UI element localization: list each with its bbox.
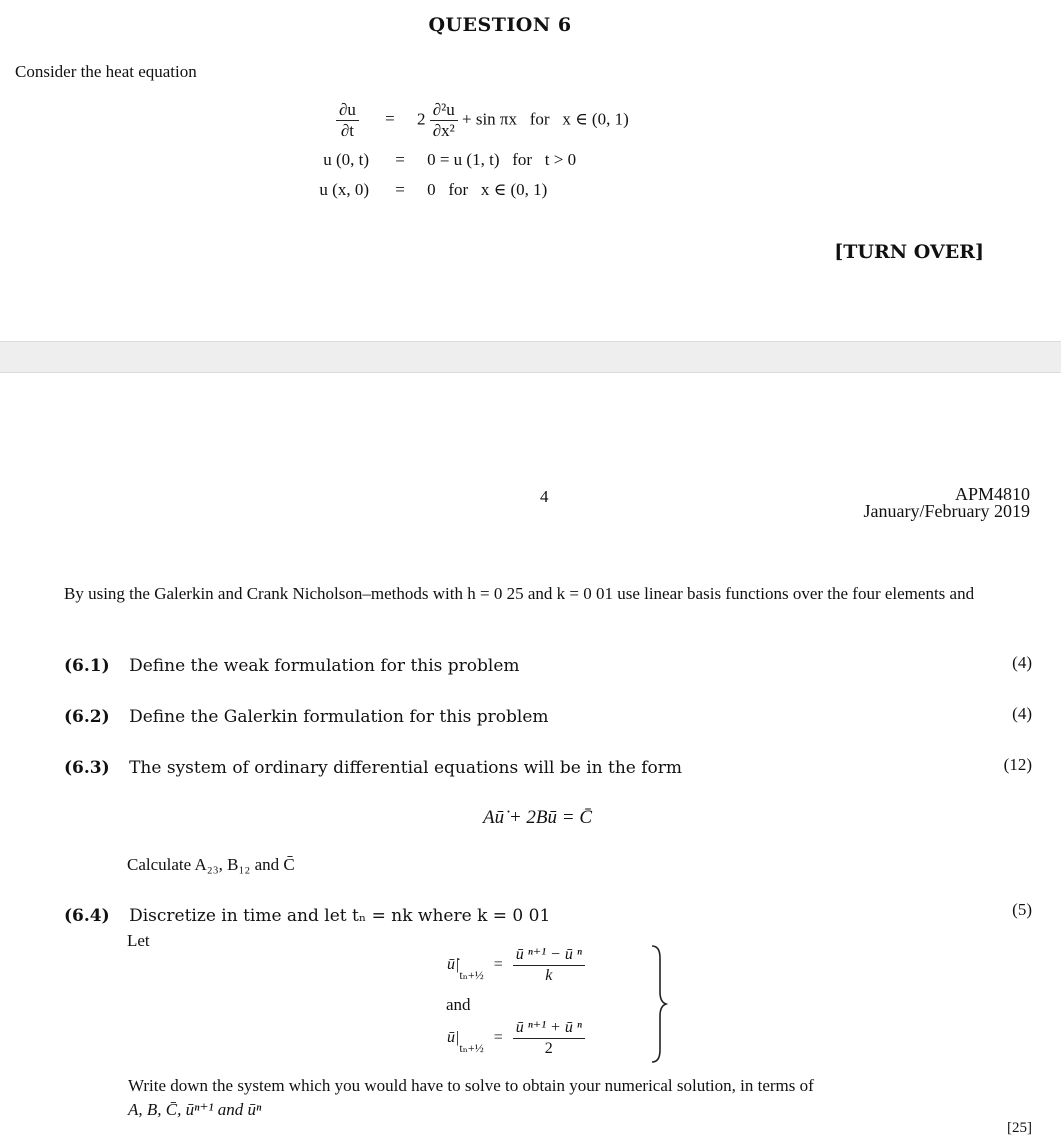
rhs-rest: + sin πx for x ∈ (0, 1) [462, 109, 629, 129]
page-separator [0, 341, 1061, 373]
discretization-average [447, 1018, 585, 1059]
rhs-numerator: ∂²u [430, 100, 458, 121]
turn-over-note: [TURN OVER] [834, 241, 984, 263]
item-marks: (4) [1012, 704, 1032, 723]
derivative-numerator: ū ⁿ⁺¹ − ū ⁿ [513, 945, 585, 966]
average-lhs: ū| [447, 1029, 460, 1047]
item-marks: (4) [1012, 653, 1032, 672]
lhs-fraction [336, 100, 359, 141]
average-numerator: ū ⁿ⁺¹ + ū ⁿ [513, 1018, 585, 1039]
eq3-lhs: u (x, 0) [319, 180, 369, 199]
and-label: and [446, 995, 471, 1014]
rhs-coefficient: 2 [417, 109, 426, 129]
derivative-denominator: k [545, 967, 553, 984]
final-instruction-terms: A, B, C̄, ūⁿ⁺¹ and ūⁿ [128, 1100, 262, 1119]
ode-form: Aū̇ + 2Bū = C̄ [483, 807, 593, 828]
average-subscript: tₙ+½ [459, 1041, 484, 1056]
total-marks: [25] [1007, 1120, 1032, 1136]
exam-date: January/February 2019 [863, 501, 1030, 521]
equals-sign: = [493, 956, 503, 974]
item-text: Define the Galerkin formulation for this problem [129, 707, 549, 727]
item-6-1 [64, 656, 520, 676]
derivative-subscript: tₙ+½ [459, 968, 484, 983]
equals-sign: = [493, 1029, 503, 1047]
derivative-fraction [513, 945, 585, 986]
course-code: APM4810 [954, 484, 1030, 504]
intro-text: Consider the heat equation [15, 62, 197, 81]
equation-1 [306, 100, 629, 141]
derivative-lhs: ū̇| [447, 956, 460, 974]
final-instruction: Write down the system which you would have to solve to obtain your numerical solution, in terms of [128, 1076, 814, 1095]
lhs-numerator: ∂u [336, 100, 359, 121]
item-marks: (12) [1003, 755, 1032, 774]
eq3-rhs: 0 for x ∈ (0, 1) [427, 180, 548, 199]
equals-sign: = [395, 150, 405, 169]
let-label: Let [127, 931, 150, 950]
item-number: (6.4) [64, 906, 110, 926]
equals-sign: = [395, 180, 405, 199]
discretization-derivative [447, 945, 585, 986]
calculate-text: Calculate A₂₃, B₁₂ and C̄ [127, 855, 295, 874]
item-text: Discretize in time and let tₙ = nk where k = 0 01 [129, 906, 551, 926]
eq2-lhs: u (0, t) [323, 150, 369, 169]
page-number: 4 [540, 487, 549, 506]
equation-3 [306, 180, 547, 200]
rhs-fraction [430, 100, 458, 141]
rhs-denominator: ∂x² [432, 121, 455, 140]
item-6-4 [64, 906, 550, 926]
equals-sign: = [385, 109, 395, 129]
average-fraction [513, 1018, 585, 1059]
item-6-2 [64, 707, 549, 727]
item-number: (6.2) [64, 707, 110, 727]
lhs-denominator: ∂t [340, 121, 355, 140]
question-title: QUESTION 6 [428, 14, 572, 36]
equation-2 [306, 150, 576, 170]
item-text: Define the weak formulation for this problem [129, 656, 520, 676]
right-brace-icon [648, 944, 668, 1064]
item-text: The system of ordinary differential equations will be in the form [129, 758, 683, 778]
item-number: (6.1) [64, 656, 110, 676]
item-number: (6.3) [64, 758, 110, 778]
average-denominator: 2 [544, 1040, 553, 1057]
eq2-rhs: 0 = u (1, t) for t > 0 [427, 150, 577, 169]
question-paragraph: By using the Galerkin and Crank Nicholson–methods with h = 0 25 and k = 0 01 use linear basis functions over the four elements and [64, 584, 975, 603]
item-6-3 [64, 758, 682, 778]
item-marks: (5) [1012, 900, 1032, 919]
